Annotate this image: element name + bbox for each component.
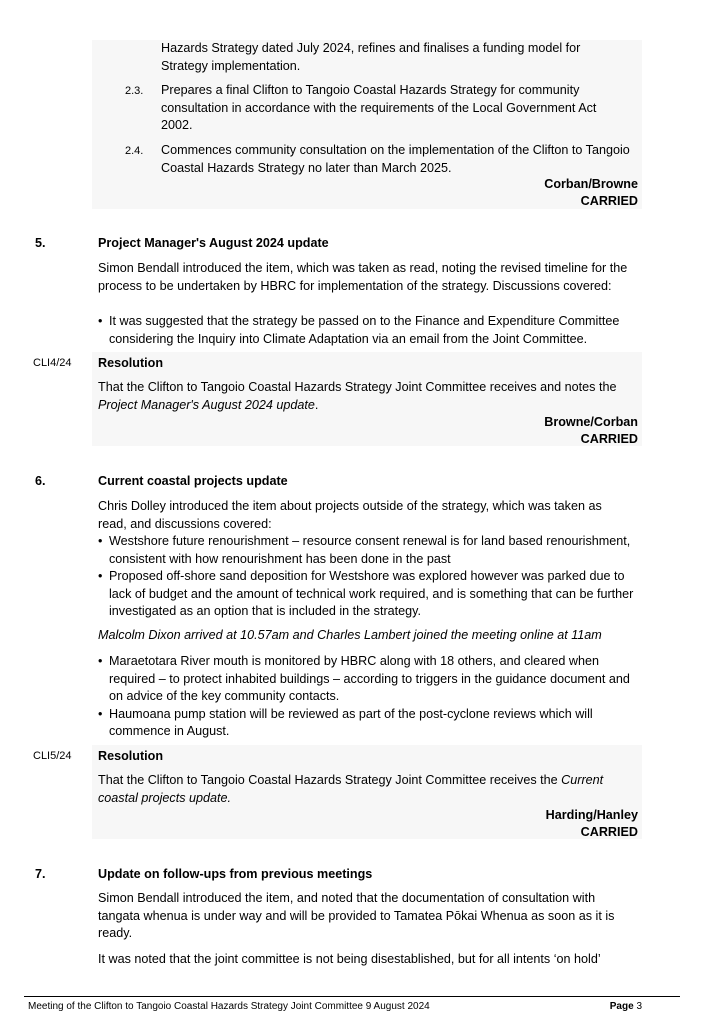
- section-6-intro: Chris Dolley introduced the item about projects outside of the strategy, which was taken as read, and discussions covered:: [98, 499, 602, 531]
- section-number-5: 5.: [35, 236, 46, 250]
- resolution-text-6: That the Clifton to Tangoio Coastal Hazards Strategy Joint Committee receives the Current coastal projects update.: [98, 773, 604, 805]
- section-7-para-1: Simon Bendall introduced the item, and noted that the documentation of consultation with tangata whenua is under way and will be provided to Tamatea Pōkai Whenua as soon as it is ready.: [98, 891, 615, 940]
- section-number-6: 6.: [35, 474, 46, 488]
- list-item: • Haumoana pump station will be reviewed as part of the post-cyclone reviews which will commence in August.: [98, 706, 638, 741]
- section-title-6: Current coastal projects update: [98, 474, 288, 488]
- resolution-code-cli4: CLI4/24: [33, 357, 72, 369]
- item-text-2-3: Prepares a final Clifton to Tangoio Coastal Hazards Strategy for community consultation in accordance with the requirements of the Local Government Act 2002.: [161, 83, 597, 132]
- status-6: CARRIED: [580, 825, 638, 839]
- list-item: • Proposed off-shore sand deposition for Westshore was explored however was parked due to lack of budget and the amount of technical work required, and is something that can be further investigated as an option that is included in the strategy.: [98, 568, 638, 621]
- arrival-note: Malcolm Dixon arrived at 10.57am and Charles Lambert joined the meeting online at 11am: [98, 628, 602, 642]
- section-title-5: Project Manager's August 2024 update: [98, 236, 329, 250]
- list-item: • Maraetotara River mouth is monitored by HBRC along with 18 others, and cleared when required – to protect inhabited buildings – according to triggers in the guidance document and on advice of the key community contacts.: [98, 653, 638, 706]
- movers-prev: Corban/Browne: [544, 177, 638, 191]
- item-number-2-3: 2.3.: [125, 85, 144, 97]
- resolution-heading-5: Resolution: [98, 356, 164, 370]
- footer-meeting-title: Meeting of the Clifton to Tangoio Coastal Hazards Strategy Joint Committee 9 August 2024: [28, 1001, 430, 1012]
- section-6-bullets-a: [98, 533, 638, 621]
- resolution-code-cli5: CLI5/24: [33, 750, 72, 762]
- page-number: 3: [636, 1001, 642, 1012]
- section-number-7: 7.: [35, 867, 46, 881]
- section-7-para-2: It was noted that the joint committee is not being disestablished, but for all intents ‘on hold’: [98, 952, 601, 966]
- footer-rule: [24, 996, 680, 997]
- resolution-heading-6: Resolution: [98, 749, 164, 763]
- status-prev: CARRIED: [580, 194, 638, 208]
- list-item: • It was suggested that the strategy be passed on to the Finance and Expenditure Committee considering the Inquiry into Climate Adaptation via an email from the Joint Committee.: [98, 313, 638, 348]
- status-5: CARRIED: [580, 432, 638, 446]
- section-6-bullets-b: [98, 653, 638, 741]
- movers-6: Harding/Hanley: [545, 808, 638, 822]
- section-5-bullets: [98, 313, 638, 348]
- list-item: • Westshore future renourishment – resource consent renewal is for land based renourishment, consistent with how renourishment has been done in the past: [98, 533, 638, 568]
- item-number-2-4: 2.4.: [125, 145, 144, 157]
- continuation-text: Hazards Strategy dated July 2024, refines and finalises a funding model for Strategy implementation.: [161, 41, 581, 73]
- item-text-2-4: Commences community consultation on the implementation of the Clifton to Tangoio Coastal Hazards Strategy no later than March 2025.: [161, 143, 630, 175]
- footer-page: Page 3: [609, 1001, 642, 1012]
- section-5-intro: Simon Bendall introduced the item, which was taken as read, noting the revised timeline for the process to be undertaken by HBRC for implementation of the strategy. Discussions covered:: [98, 261, 628, 293]
- resolution-text-5: That the Clifton to Tangoio Coastal Hazards Strategy Joint Committee receives and notes the Project Manager's August 2024 update.: [98, 380, 617, 412]
- section-title-7: Update on follow-ups from previous meetings: [98, 867, 373, 881]
- movers-5: Browne/Corban: [544, 415, 638, 429]
